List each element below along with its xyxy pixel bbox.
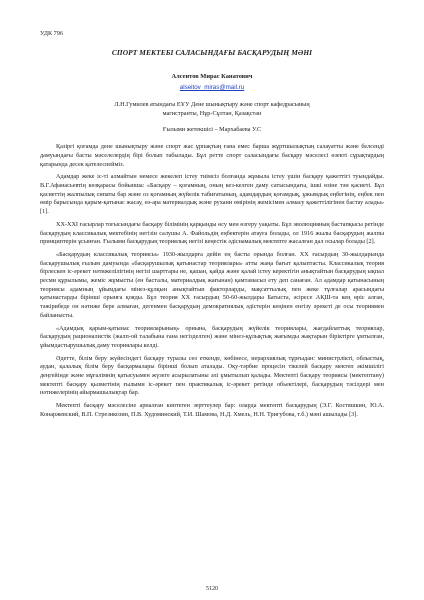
page-number: 5120	[206, 586, 218, 592]
body-paragraph-7: Мектепті басқару мәселесіне арналған көптеген зерттеулер бар: оларда мектепті басқарудың (Э.Г. Костяшкин, Ю.А. Конаржевский, В.П. Стрезикозин, П.В. Худоминский, Т.И. Шамова, Н.Д. Хмель, Н.Н. Тригубова, т.б.) мәні ашылады [3].	[40, 402, 384, 418]
body-paragraph-5: «Адамдық қарым-қатынас теорияларының» орнына, басқарудың жүйелік теориялары, жағдайлаттық теориялар, басқарудың рационалистік (жалп-ой талабына ғана негізделген) және мінез-құлықтық жағымды жақтарын біріктірге ұмтылған, ұйымдастырушылық даму теориялары келді.	[40, 324, 384, 349]
paper-body	[40, 143, 384, 419]
body-paragraph-3: XX-XXI ғасырлар тоғысындағы басқару білімінің қарқынды өсу мен өзгеру уақыты. Бұл эволюцияның бастапқысы ретінде басқарудың классикалық мектебінің негізін салушы А. Файольдің еңбектерін атауға болады, ол 1916 жылы басқарудың жалпы принциптерін ұсынған. Ғылыми басқарудың теориялық негізі кеңестік әдіснамалық мектепте жасалған дал осылар болады [2].	[40, 220, 384, 246]
affiliation-line-2: магистранты, Нұр-Сұлтан, Қазақстан	[162, 109, 262, 117]
author-email-link[interactable]: alseitov_miras@mail.ru	[179, 84, 245, 91]
body-paragraph-4: «Басқарудың классикалық теориясы» 1930-жылдарға дейін ең басты орында болған. XX ғасырдың 30-жылдарында басқарушылық ғылым дамуында «басқарушылық қатынастар теориялары» атты жаңа бағыт қалыптасты. Классикалық теория бірлескен іс-әрекет нәтижелілігінің негізі шарттары не, қашан, қайда және қалай істеу керектігін анықтайтын басқарудың ықпал ресми құрылымы, жеміс жұмысты (ен басталы, материалдық жағынан) қамтамасыз ету деп санаған. Ал адамдар қатынасының теориясы адамның ұйымдағы мінез-құлқын анықтайтын факторларды, мақсаттылық пен жеке тұлғалар арасындағы қатынастарды бірінші орынға қояды. Бұл теория XX ғасырдың 50-60-жылдары Батыста, әсіресе АҚШ-та кең өріс алған, тәжірибеде он нәтиже берe алмаған, дегенмен басқарудың демократиялық әдістерін кеңінен енгізу әрекеті де осы теориямен байланысты.	[40, 250, 384, 319]
body-paragraph-2: Адамдар жеке іс-ті алмайтын немесе жекелеп істеу тиімсіз болғанда жұмыла істеу үшін басқару қажеттігі туындайды. В.Г.Афанасьевтің көзқарасы бойынша: «Басқару – қоғамның, оның кез-келген даму сатысындағы, ішкі өзіне тән қасиеті. Бұл қасиеттің жалпылық сипаты бар және оз қоғамның жүйелік табиғатының, адамдардың қоғамдық, ұжымдық еңбегінің, еңбек пен өмір барысында қарым-қатынас жасау, өз-ара материалдық және рухани өмірінің жемісімен алмасу қажеттілігінен бастау алады» [1].	[40, 173, 384, 216]
body-paragraph-6: Әдетте, білім беру жүйесіндегі басқару туралы сөз еткенде, көбінесе, иерархиялық тұрғыдан: министрлікті, облыстық, аудан, қалалық білім беру басқармалары бірінші болып аталады. Оқу-тәрбие процесін тікелей басқару мектеп әкімшілігі деңгейінде және мұғалімнің қатысуымен жүзеге асырылатыны әлі ұмытылып қалады. Мектепті басқару теориясы (мектептану) мектепті басқару қызметінің ғылыми іс-әрекет пен практикалық іс-әрекет ретінде обьектілері, басқарудың тәсілдері мен нәтижелерінің айырмашылықтар бар.	[40, 354, 384, 397]
affiliation-line-1: Л.Н.Гумилев атындағы ЕҰУ Дене шынықтыру және спорт кафедрасының	[114, 101, 310, 108]
scientific-advisor: Ғылыми жетекшісі – Мархабаева У.С	[162, 126, 262, 134]
udk-code: УДК 796	[40, 30, 63, 37]
author-affiliation	[40, 101, 384, 118]
author-name: Алсеитов Мирас Канатович	[171, 73, 253, 80]
body-paragraph-1: Қазіргі қоғамда дене шынықтыру және спорт жас ұрпақтың ғана емес барша жұртшылықтың салауатты және белсенді дамуындағы басты мәселелердің бірі болып табылады. Бұл ретте спорт саласындағы басқару мәселесі өзекті сұрақтардың қатарында десек қателеспейміз.	[40, 143, 384, 168]
paper-title: СПОРТ МЕКТЕБІ САЛАСЫНДАҒЫ БАСҚАРУДЫҢ МӘНІ	[111, 48, 313, 57]
